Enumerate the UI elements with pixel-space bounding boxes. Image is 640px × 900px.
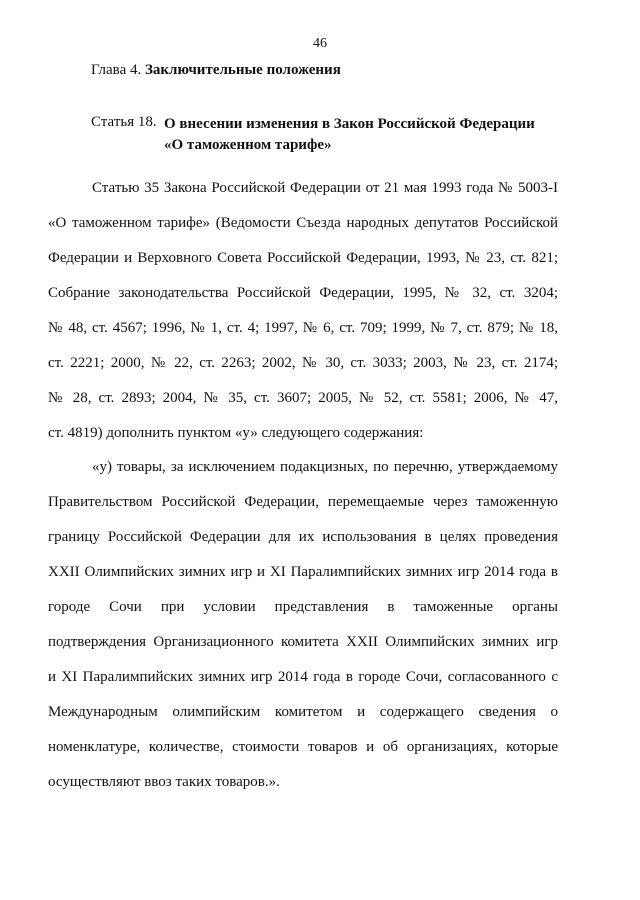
text-line: XXII Олимпийских зимних игр и XI Паралимпийских зимних игр 2014 года в xyxy=(48,564,558,580)
text-line: и XI Паралимпийских зимних игр 2014 года в городе Сочи, согласованного с xyxy=(48,669,558,685)
text-line: Собрание законодательства Российской Федерации, 1995, № 32, ст. 3204; xyxy=(48,285,558,301)
text-line: Федерации и Верховного Совета Российской Федерации, 1993, № 23, ст. 821; xyxy=(48,250,558,266)
text-line: ст. 2221; 2000, № 22, ст. 2263; 2002, № 30, ст. 3033; 2003, № 23, ст. 2174; xyxy=(48,355,558,371)
article-title xyxy=(164,114,535,156)
text-line: № 28, ст. 2893; 2004, № 35, ст. 3607; 2005, № 52, ст. 5581; 2006, № 47, xyxy=(48,390,558,406)
article-title-line: О внесении изменения в Закон Российской Федерации xyxy=(164,116,535,132)
text-line: подтверждения Организационного комитета XXII Олимпийских зимних игр xyxy=(48,634,558,650)
text-line: номенклатуре, количестве, стоимости товаров и об организациях, которые xyxy=(48,739,558,755)
article-label: Статья 18. xyxy=(91,114,157,130)
text-line: Международным олимпийским комитетом и содержащего сведения о xyxy=(48,704,558,720)
text-line: «у) товары, за исключением подакцизных, по перечню, утверждаемому xyxy=(92,459,558,475)
text-line: № 48, ст. 4567; 1996, № 1, ст. 4; 1997, № 6, ст. 709; 1999, № 7, ст. 879; № 18, xyxy=(48,320,558,336)
chapter-heading xyxy=(91,62,341,79)
chapter-label: Глава 4. xyxy=(91,62,142,78)
text-line: Правительством Российской Федерации, перемещаемые через таможенную xyxy=(48,494,558,510)
text-line: городе Сочи при условии представления в таможенные органы xyxy=(48,599,558,615)
chapter-title: Заключительные положения xyxy=(144,62,341,78)
text-line: осуществляют ввоз таких товаров.». xyxy=(48,774,280,790)
article-title-line: «О таможенном тарифе» xyxy=(164,137,332,153)
text-line: границу Российской Федерации для их использования в целях проведения xyxy=(48,529,558,545)
text-line: «О таможенном тарифе» (Ведомости Съезда народных депутатов Российской xyxy=(48,215,558,231)
text-line: Статью 35 Закона Российской Федерации от 21 мая 1993 года № 5003-I xyxy=(92,180,558,196)
text-line: ст. 4819) дополнить пунктом «у» следующего содержания: xyxy=(48,425,424,441)
page-number: 46 xyxy=(313,36,327,51)
